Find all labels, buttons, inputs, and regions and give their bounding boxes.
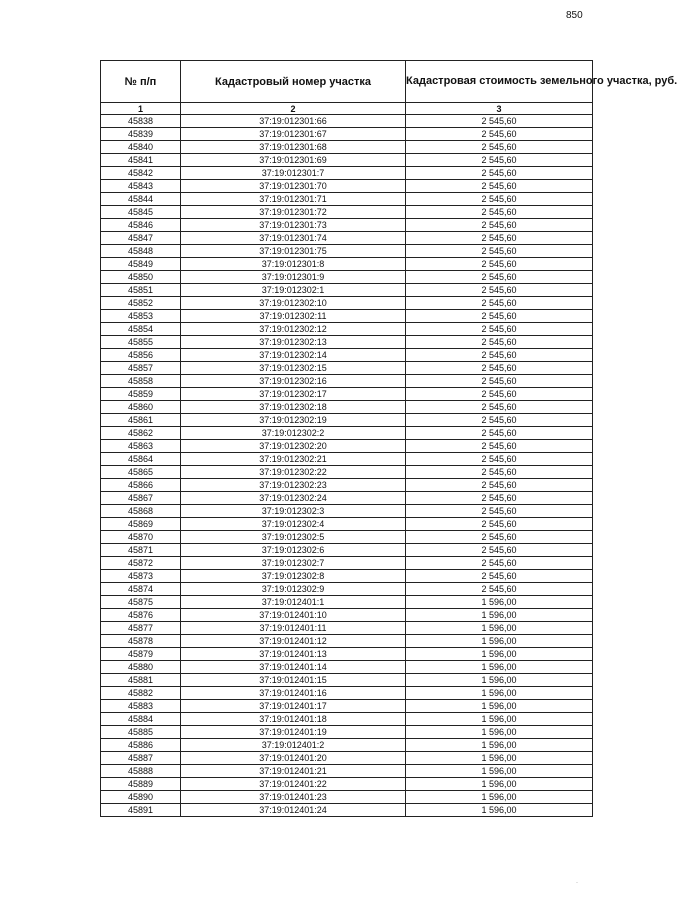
- table-row: [101, 791, 593, 804]
- cadastral-number: 37:19:012301:69: [181, 154, 406, 167]
- row-index: 45864: [101, 453, 181, 466]
- cadastral-value: 2 545,60: [406, 284, 593, 297]
- cadastral-number: 37:19:012401:21: [181, 765, 406, 778]
- cadastral-value: 1 596,00: [406, 700, 593, 713]
- cadastral-value: 2 545,60: [406, 583, 593, 596]
- cadastral-value: 2 545,60: [406, 128, 593, 141]
- cadastral-value: 1 596,00: [406, 778, 593, 791]
- row-index: 45886: [101, 739, 181, 752]
- cadastral-number: 37:19:012302:13: [181, 336, 406, 349]
- table-row: [101, 271, 593, 284]
- cadastral-number: 37:19:012401:1: [181, 596, 406, 609]
- row-index: 45868: [101, 505, 181, 518]
- table-row: [101, 284, 593, 297]
- cadastral-value: 1 596,00: [406, 674, 593, 687]
- table-row: [101, 349, 593, 362]
- cadastral-number: 37:19:012302:9: [181, 583, 406, 596]
- cadastral-value: 1 596,00: [406, 765, 593, 778]
- cadastral-value: 2 545,60: [406, 531, 593, 544]
- cadastral-value: 2 545,60: [406, 362, 593, 375]
- cadastral-value: 1 596,00: [406, 791, 593, 804]
- cadastral-value: 1 596,00: [406, 713, 593, 726]
- cadastral-number: 37:19:012401:10: [181, 609, 406, 622]
- cadastral-number: 37:19:012302:23: [181, 479, 406, 492]
- row-index: 45879: [101, 648, 181, 661]
- row-index: 45851: [101, 284, 181, 297]
- cadastral-number: 37:19:012302:2: [181, 427, 406, 440]
- cadastral-number: 37:19:012401:20: [181, 752, 406, 765]
- table-row: [101, 401, 593, 414]
- table-row: [101, 739, 593, 752]
- table-row: [101, 765, 593, 778]
- cadastral-value: 1 596,00: [406, 596, 593, 609]
- cadastral-value: 2 545,60: [406, 427, 593, 440]
- row-index: 45861: [101, 414, 181, 427]
- cadastral-number: 37:19:012401:2: [181, 739, 406, 752]
- row-index: 45867: [101, 492, 181, 505]
- cadastral-number: 37:19:012301:9: [181, 271, 406, 284]
- cadastral-number: 37:19:012401:11: [181, 622, 406, 635]
- table-row: [101, 505, 593, 518]
- cadastral-value: 2 545,60: [406, 414, 593, 427]
- row-index: 45840: [101, 141, 181, 154]
- cadastral-number: 37:19:012302:1: [181, 284, 406, 297]
- cadastral-number: 37:19:012401:19: [181, 726, 406, 739]
- cadastral-number: 37:19:012302:20: [181, 440, 406, 453]
- cadastral-value: 2 545,60: [406, 310, 593, 323]
- row-index: 45838: [101, 115, 181, 128]
- table-row: [101, 622, 593, 635]
- row-index: 45853: [101, 310, 181, 323]
- cadastral-number: 37:19:012401:23: [181, 791, 406, 804]
- cadastral-number: 37:19:012401:24: [181, 804, 406, 817]
- row-index: 45845: [101, 206, 181, 219]
- table-row: [101, 700, 593, 713]
- table-body: [101, 115, 593, 817]
- cadastral-number: 37:19:012302:7: [181, 557, 406, 570]
- row-index: 45856: [101, 349, 181, 362]
- header-index: № п/п: [101, 61, 181, 103]
- row-index: 45890: [101, 791, 181, 804]
- table-row: [101, 570, 593, 583]
- cadastral-number: 37:19:012401:14: [181, 661, 406, 674]
- cadastral-value: 2 545,60: [406, 141, 593, 154]
- table-row: [101, 193, 593, 206]
- cadastral-value: 2 545,60: [406, 271, 593, 284]
- row-index: 45846: [101, 219, 181, 232]
- row-index: 45869: [101, 518, 181, 531]
- table-row: [101, 141, 593, 154]
- table-row: [101, 713, 593, 726]
- row-index: 45884: [101, 713, 181, 726]
- table-row: [101, 180, 593, 193]
- cadastral-value: 2 545,60: [406, 258, 593, 271]
- table-row: [101, 167, 593, 180]
- row-index: 45857: [101, 362, 181, 375]
- table-row: [101, 531, 593, 544]
- table-row: [101, 232, 593, 245]
- cadastral-value: 2 545,60: [406, 375, 593, 388]
- cadastral-number: 37:19:012302:4: [181, 518, 406, 531]
- column-number: 2: [181, 103, 406, 115]
- cadastral-number: 37:19:012401:16: [181, 687, 406, 700]
- page-number: 850: [566, 10, 583, 21]
- cadastral-number: 37:19:012301:67: [181, 128, 406, 141]
- cadastral-number: 37:19:012302:17: [181, 388, 406, 401]
- cadastral-number: 37:19:012301:66: [181, 115, 406, 128]
- table-row: [101, 557, 593, 570]
- cadastral-value: 2 545,60: [406, 388, 593, 401]
- cadastral-number: 37:19:012301:71: [181, 193, 406, 206]
- cadastral-value: 2 545,60: [406, 219, 593, 232]
- table-row: [101, 453, 593, 466]
- row-index: 45891: [101, 804, 181, 817]
- cadastral-number: 37:19:012301:72: [181, 206, 406, 219]
- cadastral-value: 2 545,60: [406, 245, 593, 258]
- cadastral-value: 1 596,00: [406, 635, 593, 648]
- row-index: 45863: [101, 440, 181, 453]
- cadastral-number: 37:19:012301:70: [181, 180, 406, 193]
- row-index: 45842: [101, 167, 181, 180]
- row-index: 45850: [101, 271, 181, 284]
- cadastral-number: 37:19:012302:18: [181, 401, 406, 414]
- cadastral-value: 2 545,60: [406, 492, 593, 505]
- cadastral-value: 2 545,60: [406, 401, 593, 414]
- table-row: [101, 154, 593, 167]
- cadastral-value: 2 545,60: [406, 453, 593, 466]
- row-index: 45839: [101, 128, 181, 141]
- table-row: [101, 115, 593, 128]
- row-index: 45876: [101, 609, 181, 622]
- table-row: [101, 687, 593, 700]
- cadastral-number: 37:19:012302:14: [181, 349, 406, 362]
- cadastral-value: 1 596,00: [406, 804, 593, 817]
- table-row: [101, 375, 593, 388]
- cadastral-number: 37:19:012301:73: [181, 219, 406, 232]
- row-index: 45841: [101, 154, 181, 167]
- cadastral-value: 2 545,60: [406, 193, 593, 206]
- row-index: 45878: [101, 635, 181, 648]
- header-row: [101, 61, 593, 103]
- cadastral-value: 1 596,00: [406, 752, 593, 765]
- table-row: [101, 492, 593, 505]
- footer-mark: ·: [576, 880, 578, 886]
- table-row: [101, 674, 593, 687]
- row-index: 45887: [101, 752, 181, 765]
- row-index: 45873: [101, 570, 181, 583]
- cadastral-number: 37:19:012302:10: [181, 297, 406, 310]
- table-row: [101, 479, 593, 492]
- cadastral-value: 2 545,60: [406, 466, 593, 479]
- cadastral-number: 37:19:012401:17: [181, 700, 406, 713]
- row-index: 45848: [101, 245, 181, 258]
- cadastral-number: 37:19:012302:21: [181, 453, 406, 466]
- cadastral-value: 2 545,60: [406, 323, 593, 336]
- cadastral-number: 37:19:012301:75: [181, 245, 406, 258]
- row-index: 45882: [101, 687, 181, 700]
- cadastral-value: 1 596,00: [406, 661, 593, 674]
- table-row: [101, 258, 593, 271]
- cadastral-value: 2 545,60: [406, 206, 593, 219]
- cadastral-number: 37:19:012401:18: [181, 713, 406, 726]
- cadastral-number: 37:19:012401:22: [181, 778, 406, 791]
- cadastral-value: 2 545,60: [406, 479, 593, 492]
- table-row: [101, 635, 593, 648]
- table-row: [101, 206, 593, 219]
- table-row: [101, 804, 593, 817]
- cadastral-value: 2 545,60: [406, 232, 593, 245]
- table-row: [101, 219, 593, 232]
- row-index: 45855: [101, 336, 181, 349]
- row-index: 45889: [101, 778, 181, 791]
- row-index: 45872: [101, 557, 181, 570]
- table-row: [101, 388, 593, 401]
- cadastral-number: 37:19:012302:15: [181, 362, 406, 375]
- row-index: 45865: [101, 466, 181, 479]
- cadastral-value: 2 545,60: [406, 115, 593, 128]
- cadastral-number: 37:19:012302:19: [181, 414, 406, 427]
- cadastral-value: 2 545,60: [406, 544, 593, 557]
- table-row: [101, 596, 593, 609]
- cadastral-value: 2 545,60: [406, 518, 593, 531]
- cadastral-number: 37:19:012302:12: [181, 323, 406, 336]
- cadastral-number: 37:19:012302:22: [181, 466, 406, 479]
- cadastral-number: 37:19:012301:74: [181, 232, 406, 245]
- cadastral-value: 1 596,00: [406, 687, 593, 700]
- table-row: [101, 648, 593, 661]
- cadastral-value: 2 545,60: [406, 505, 593, 518]
- table-row: [101, 518, 593, 531]
- cadastral-value: 1 596,00: [406, 622, 593, 635]
- table-row: [101, 297, 593, 310]
- table-row: [101, 310, 593, 323]
- cadastral-number: 37:19:012302:24: [181, 492, 406, 505]
- cadastral-value: 2 545,60: [406, 557, 593, 570]
- table-row: [101, 362, 593, 375]
- cadastral-value: 2 545,60: [406, 440, 593, 453]
- row-index: 45862: [101, 427, 181, 440]
- table-row: [101, 726, 593, 739]
- row-index: 45849: [101, 258, 181, 271]
- cadastral-value: 1 596,00: [406, 726, 593, 739]
- cadastral-number: 37:19:012401:13: [181, 648, 406, 661]
- row-index: 45859: [101, 388, 181, 401]
- row-index: 45888: [101, 765, 181, 778]
- row-index: 45847: [101, 232, 181, 245]
- table-row: [101, 245, 593, 258]
- cadastral-number: 37:19:012301:8: [181, 258, 406, 271]
- row-index: 45843: [101, 180, 181, 193]
- table-row: [101, 661, 593, 674]
- row-index: 45881: [101, 674, 181, 687]
- row-index: 45854: [101, 323, 181, 336]
- cadastral-value: 2 545,60: [406, 349, 593, 362]
- row-index: 45875: [101, 596, 181, 609]
- table-row: [101, 336, 593, 349]
- row-index: 45883: [101, 700, 181, 713]
- column-number: 1: [101, 103, 181, 115]
- cadastral-value: 2 545,60: [406, 570, 593, 583]
- table-row: [101, 414, 593, 427]
- cadastral-number: 37:19:012401:12: [181, 635, 406, 648]
- cadastral-table: [100, 60, 677, 817]
- table-row: [101, 323, 593, 336]
- header-cadastral-number: Кадастровый номер участка: [181, 61, 406, 103]
- cadastral-number: 37:19:012301:7: [181, 167, 406, 180]
- row-index: 45870: [101, 531, 181, 544]
- table-row: [101, 609, 593, 622]
- column-number: 3: [406, 103, 593, 115]
- row-index: 45844: [101, 193, 181, 206]
- cadastral-value: 2 545,60: [406, 154, 593, 167]
- cadastral-value: 2 545,60: [406, 336, 593, 349]
- row-index: 45858: [101, 375, 181, 388]
- row-index: 45866: [101, 479, 181, 492]
- table-row: [101, 778, 593, 791]
- row-index: 45874: [101, 583, 181, 596]
- header-cadastral-value: Кадастровая стоимость земельного участка, руб.: [406, 61, 593, 103]
- cadastral-value: 1 596,00: [406, 648, 593, 661]
- table-row: [101, 427, 593, 440]
- cadastral-value: 2 545,60: [406, 167, 593, 180]
- table-row: [101, 544, 593, 557]
- table-row: [101, 440, 593, 453]
- cadastral-value: 1 596,00: [406, 739, 593, 752]
- cadastral-number: 37:19:012302:5: [181, 531, 406, 544]
- cadastral-value: 2 545,60: [406, 297, 593, 310]
- table-row: [101, 583, 593, 596]
- cadastral-number: 37:19:012302:16: [181, 375, 406, 388]
- table-row: [101, 128, 593, 141]
- table-row: [101, 752, 593, 765]
- row-index: 45880: [101, 661, 181, 674]
- row-index: 45871: [101, 544, 181, 557]
- column-number-row: [101, 103, 593, 115]
- table-row: [101, 466, 593, 479]
- row-index: 45852: [101, 297, 181, 310]
- row-index: 45860: [101, 401, 181, 414]
- cadastral-number: 37:19:012302:3: [181, 505, 406, 518]
- cadastral-number: 37:19:012401:15: [181, 674, 406, 687]
- cadastral-number: 37:19:012302:6: [181, 544, 406, 557]
- cadastral-value: 1 596,00: [406, 609, 593, 622]
- row-index: 45877: [101, 622, 181, 635]
- cadastral-number: 37:19:012301:68: [181, 141, 406, 154]
- cadastral-value: 2 545,60: [406, 180, 593, 193]
- cadastral-number: 37:19:012302:11: [181, 310, 406, 323]
- cadastral-number: 37:19:012302:8: [181, 570, 406, 583]
- row-index: 45885: [101, 726, 181, 739]
